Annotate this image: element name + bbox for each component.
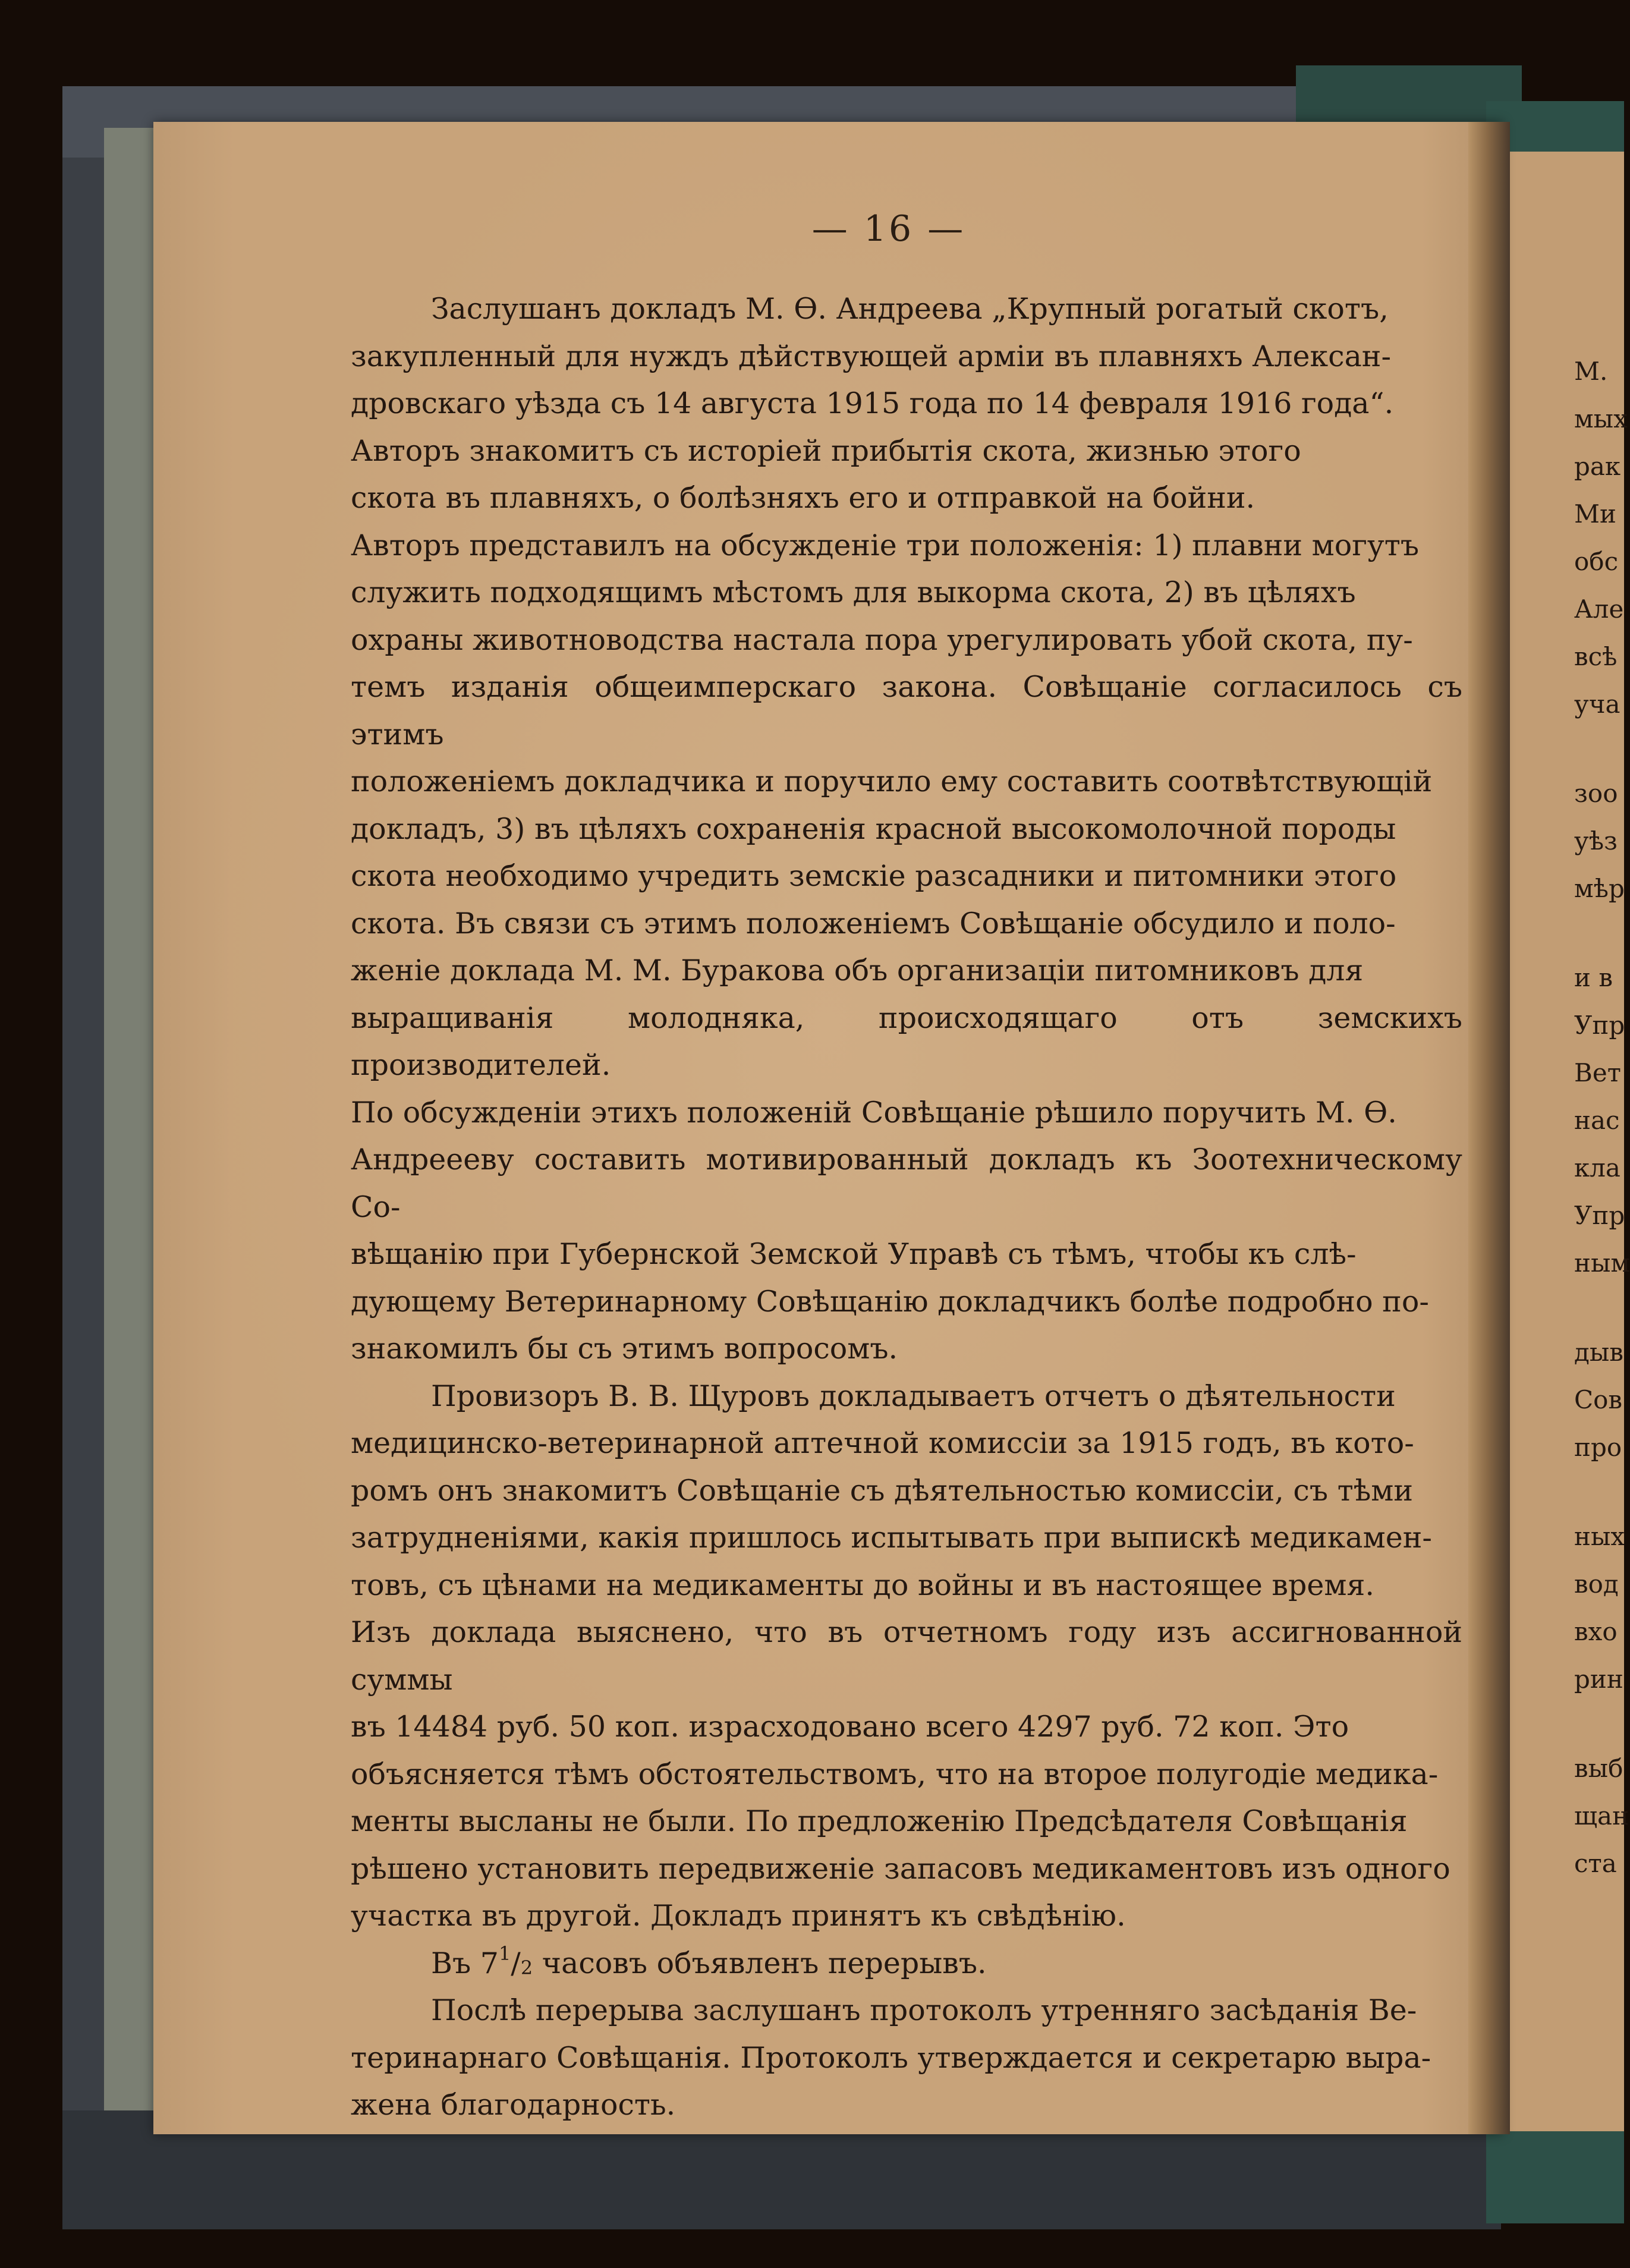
paragraph-shchurov-report bbox=[351, 1373, 1462, 1940]
facing-page-fragment: кла bbox=[1574, 1153, 1620, 1182]
text-line: товъ, съ цѣнами на медикаменты до войны и въ настоящее время. bbox=[351, 1568, 1374, 1602]
facing-page-fragment: Ми bbox=[1574, 499, 1616, 529]
facing-page-fragment: вод bbox=[1574, 1569, 1619, 1599]
facing-page-fragment: ных bbox=[1574, 1522, 1625, 1551]
fraction-denominator: 2 bbox=[520, 1956, 533, 1979]
text-line: скота необходимо учредить земскіе разсадники и питомники этого bbox=[351, 859, 1397, 893]
text-line: знакомилъ бы съ этимъ вопросомъ. bbox=[351, 1332, 898, 1366]
facing-page-fragment: выб bbox=[1574, 1754, 1623, 1783]
fraction-slash: / bbox=[511, 1946, 521, 1980]
text-line: ромъ онъ знакомитъ Совѣщаніе съ дѣятельностью комиссіи, съ тѣми bbox=[351, 1473, 1414, 1508]
page-gutter bbox=[1468, 122, 1510, 2134]
text-line: затрудненіями, какія пришлось испытывать при выпискѣ медикамен- bbox=[351, 1521, 1432, 1555]
facing-page-fragment: мѣр bbox=[1574, 874, 1625, 903]
facing-page-fragment: рак bbox=[1574, 452, 1621, 481]
text-line: Авторъ знакомитъ съ исторіей прибытія скота, жизнью этого bbox=[351, 433, 1301, 468]
page-text bbox=[351, 285, 1462, 2129]
text-line: въ 14484 руб. 50 коп. израсходовано всего 4297 руб. 72 коп. Это bbox=[351, 1710, 1349, 1744]
paragraph-andreev-report bbox=[351, 285, 1462, 1373]
text-line: теринарнаго Совѣщанія. Протоколъ утверждается и секретарю выра- bbox=[351, 2040, 1431, 2075]
facing-page-fragment: уча bbox=[1574, 690, 1620, 719]
text-line: служить подходящимъ мѣстомъ для выкорма скота, 2) въ цѣляхъ bbox=[351, 575, 1356, 609]
facing-page-fragment: ным bbox=[1574, 1248, 1630, 1278]
facing-page-fragment: дыв bbox=[1574, 1338, 1623, 1367]
facing-page-fragment: Упр bbox=[1574, 1011, 1625, 1040]
text-line: Авторъ представилъ на обсужденіе три положенія: 1) плавни могутъ bbox=[351, 528, 1420, 562]
text-line: женіе доклада М. М. Буракова объ организаціи питомниковъ для bbox=[351, 954, 1364, 987]
text-line: дующему Ветеринарному Совѣщанію докладчикъ болѣе подробно по- bbox=[351, 1284, 1429, 1319]
text-line: вѣщанію при Губернской Земской Управѣ съ тѣмъ, чтобы къ слѣ- bbox=[351, 1237, 1357, 1271]
text-line: охраны животноводства настала пора урегулировать убой скота, пу- bbox=[351, 622, 1413, 657]
facing-page-text bbox=[1574, 0, 1630, 2268]
facing-page-fragment: всѣ bbox=[1574, 642, 1618, 671]
text-line: участка въ другой. Докладъ принятъ къ свѣдѣнію. bbox=[351, 1899, 1126, 1933]
text-line: выращиванія молодняка, происходящаго отъ земскихъ производителей. bbox=[351, 1001, 1462, 1082]
fraction-numerator: 1 bbox=[498, 1942, 511, 1965]
text-line: Изъ доклада выяснено, что въ отчетномъ году изъ ассигнованной суммы bbox=[351, 1615, 1462, 1697]
text-line: объясняется тѣмъ обстоятельствомъ, что на второе полугодіе медика- bbox=[351, 1757, 1439, 1791]
text-line: скота. Въ связи съ этимъ положеніемъ Совѣщаніе обсудило и поло- bbox=[351, 906, 1396, 940]
text-line: дровскаго уѣзда съ 14 августа 1915 года по 14 февраля 1916 года“. bbox=[351, 386, 1394, 420]
text-line: скота въ плавняхъ, о болѣзняхъ его и отправкой на бойни. bbox=[351, 481, 1255, 515]
facing-page-fragment: М. bbox=[1574, 357, 1608, 386]
text-line: темъ изданія общеимперскаго закона. Совѣщаніе согласилось съ этимъ bbox=[351, 670, 1462, 751]
text-line: Заслушанъ докладъ М. Ѳ. Андреева „Крупный рогатый скотъ, bbox=[431, 292, 1389, 326]
text-line: докладъ, 3) въ цѣляхъ сохраненія красной высокомолочной породы bbox=[351, 811, 1396, 846]
facing-page-fragment: зоо bbox=[1574, 779, 1618, 808]
text-line: Послѣ перерыва заслушанъ протоколъ утренняго засѣданія Ве- bbox=[431, 1993, 1417, 2027]
facing-page-fragment: нас bbox=[1574, 1106, 1620, 1135]
facing-page-fragment: уѣз bbox=[1574, 826, 1618, 855]
facing-page-fragment: щан bbox=[1574, 1801, 1629, 1830]
facing-page-fragment: обс bbox=[1574, 547, 1619, 576]
text-line: положеніемъ докладчика и поручило ему составить соотвѣтствующій bbox=[351, 765, 1433, 798]
facing-page-fragment: Упр bbox=[1574, 1201, 1625, 1230]
facing-page-fragment: про bbox=[1574, 1433, 1622, 1462]
text-line: Провизоръ В. В. Щуровъ докладываетъ отчетъ о дѣятельности bbox=[431, 1379, 1396, 1413]
text-line: менты высланы не были. По предложенію Предсѣдателя Совѣщанія bbox=[351, 1804, 1408, 1838]
text-line: По обсужденіи этихъ положеній Совѣщаніе рѣшило поручить М. Ѳ. bbox=[351, 1095, 1397, 1130]
facing-page-fragment: рин bbox=[1574, 1665, 1623, 1694]
text-line: медицинско-ветеринарной аптечной комиссіи за 1915 годъ, въ кото- bbox=[351, 1426, 1414, 1460]
facing-page-fragment: и в bbox=[1574, 963, 1613, 992]
facing-page-fragment: мых bbox=[1574, 404, 1628, 433]
break-suffix: часовъ объявленъ перерывъ. bbox=[533, 1946, 987, 1980]
paragraph-break-announcement bbox=[351, 1940, 1462, 1987]
paragraph-protocol bbox=[351, 1987, 1462, 2129]
facing-page-fragment: Вет bbox=[1574, 1058, 1621, 1087]
page-number: — 16 — bbox=[811, 208, 966, 250]
text-line: закупленный для нуждъ дѣйствующей арміи въ плавняхъ Алексан- bbox=[351, 339, 1392, 373]
text-line: Андреееву составить мотивированный докладъ къ Зоотехническому Со- bbox=[351, 1143, 1462, 1224]
facing-page-fragment: вхо bbox=[1574, 1617, 1618, 1646]
facing-page-fragment: ста bbox=[1574, 1849, 1617, 1878]
break-prefix: Въ 7 bbox=[431, 1946, 499, 1980]
text-line: рѣшено установить передвиженіе запасовъ медикаментовъ изъ одного bbox=[351, 1851, 1450, 1886]
facing-page-fragment: Але bbox=[1574, 594, 1624, 624]
facing-page-fragment: Сов bbox=[1574, 1385, 1623, 1414]
text-line: жена благодарность. bbox=[351, 2088, 676, 2122]
